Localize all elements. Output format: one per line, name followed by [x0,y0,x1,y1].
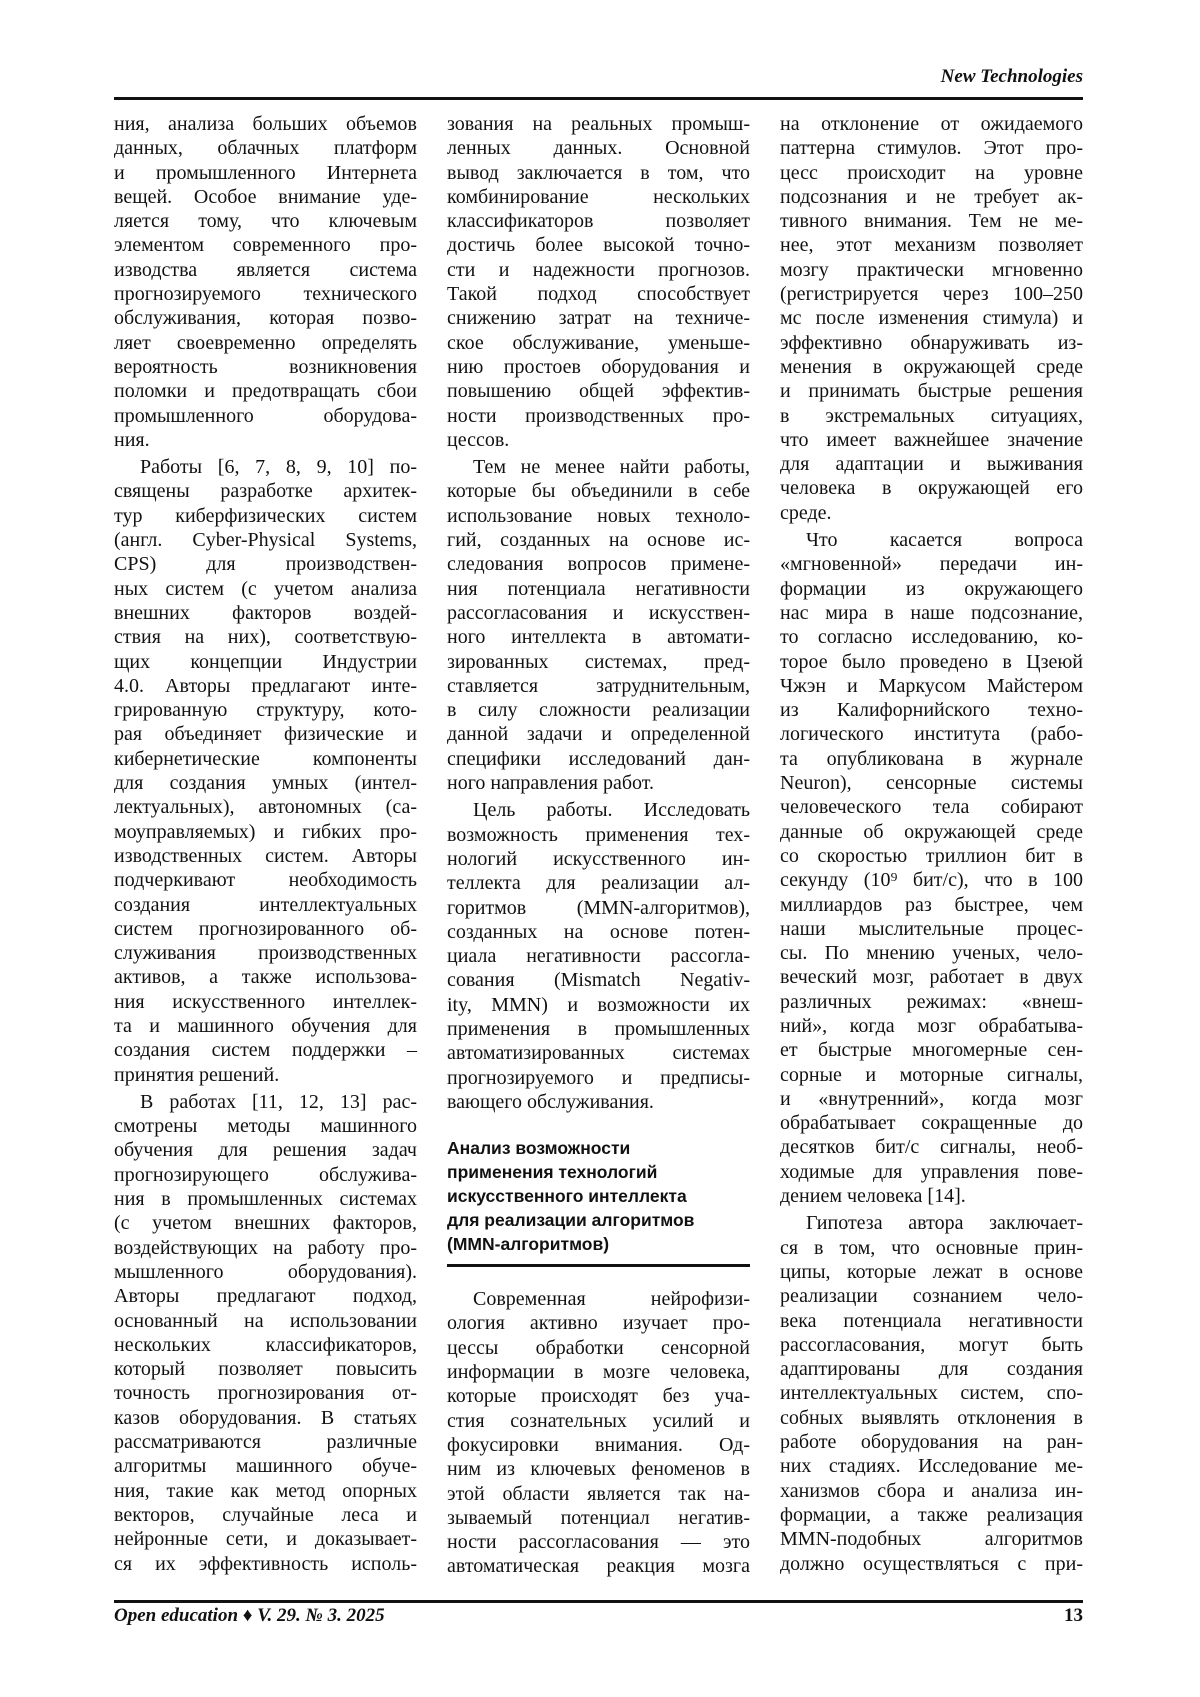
text-line: алгоритмы машинного обуче- [114,1454,417,1478]
text-line: обрабатывает сокращенные до [780,1111,1083,1135]
text-line: работе оборудования на ран- [780,1430,1083,1454]
text-line: века потенциала негативности [780,1309,1083,1333]
text-line: возможность применения тех- [447,823,750,847]
text-line: следования вопросов примене- [447,552,750,576]
text-line: Neuron), сенсорные системы [780,771,1083,795]
text-line: создания интеллектуальных [114,893,417,917]
text-line: цессы обработки сенсорной [447,1336,750,1360]
text-line: ности производственных про- [447,404,750,428]
text-line: ляет своевременно определять [114,331,417,355]
text-line: и принимать быстрые решения [780,379,1083,403]
text-line: подчеркивают необходимость [114,868,417,892]
text-line: сти и надежности прогнозов. [447,258,750,282]
text-line: основанный на использовании [114,1309,417,1333]
text-line: логического института (рабо- [780,722,1083,746]
heading-line: применения технологий [447,1160,750,1184]
text-line: принятия решений. [114,1063,417,1087]
text-line: ния. [114,428,417,452]
text-line: прогнозируемого технического [114,282,417,306]
text-line: которые бы объединили в себе [447,479,750,503]
text-line: мозгу практически мгновенно [780,258,1083,282]
text-line: ных систем (с учетом анализа [114,577,417,601]
text-line: изводственных систем. Авторы [114,844,417,868]
paragraph [114,455,417,1087]
text-line: гий, созданных на основе ис- [447,528,750,552]
text-line: достичь более высокой точно- [447,233,750,257]
text-line: лектуальных), автономных (са- [114,795,417,819]
text-line: человека в окружающей его [780,476,1083,500]
text-line: классификаторов позволяет [447,209,750,233]
paragraph [780,1211,1083,1575]
text-line: мышленного оборудования). [114,1260,417,1284]
journal-name: Open education [114,1605,238,1626]
paragraph [447,455,750,795]
text-line: них стадиях. Исследование ме- [780,1454,1083,1478]
text-line: теллекта для реализации ал- [447,871,750,895]
text-line: данные об окружающей среде [780,820,1083,844]
paragraph [780,112,1083,525]
text-line: воздействующих на работу про- [114,1236,417,1260]
text-line: ставляется затруднительным, [447,674,750,698]
footer-rule [114,1600,1083,1603]
text-line: ленных данных. Основной [447,136,750,160]
text-line: созданных на основе потен- [447,920,750,944]
paragraph [780,528,1083,1208]
text-line: менения в окружающей среде [780,355,1083,379]
text-line: обслуживания, которая позво- [114,306,417,330]
text-line: ет быстрые многомерные сен- [780,1038,1083,1062]
text-line: В работах [11, 12, 13] рас- [114,1090,417,1114]
text-line: нее, этот механизм позволяет [780,233,1083,257]
text-line: стия сознательных усилий и [447,1409,750,1433]
text-line: ним из ключевых феноменов в [447,1457,750,1481]
text-line: сы. По мнению ученых, чело- [780,941,1083,965]
text-line: в экстремальных ситуациях, [780,404,1083,428]
text-line: специфики исследований дан- [447,747,750,771]
text-line: изводства является система [114,258,417,282]
text-line: собных выявлять отклонения в [780,1406,1083,1430]
text-line: нескольких классификаторов, [114,1333,417,1357]
text-line: «мгновенной» передачи ин- [780,552,1083,576]
text-line: ся в том, что основные прин- [780,1236,1083,1260]
text-line: для создания умных (интел- [114,771,417,795]
text-line: зования на реальных промыш- [447,112,750,136]
text-line: сорные и моторные сигналы, [780,1063,1083,1087]
text-line: цессов. [447,428,750,452]
text-line: рассогласования, могут быть [780,1333,1083,1357]
text-line: векторов, случайные леса и [114,1503,417,1527]
text-line: и промышленного Интернета [114,161,417,185]
text-line: десятков бит/с сигналы, необ- [780,1135,1083,1159]
text-line: элементом современного про- [114,233,417,257]
text-line: Чжэн и Маркусом Майстером [780,674,1083,698]
text-line: ология активно изучает про- [447,1311,750,1335]
text-line: Работы [6, 7, 8, 9, 10] по- [114,455,417,479]
text-line: создания систем поддержки – [114,1038,417,1062]
text-line: MMN-подобных алгоритмов [780,1527,1083,1551]
page-number: 13 [1064,1605,1083,1627]
text-line: среде. [780,501,1083,525]
text-column-3 [780,112,1083,1579]
text-line: паттерна стимулов. Этот про- [780,136,1083,160]
text-line: снижению затрат на техниче- [447,306,750,330]
text-line: циала негативности рассогла- [447,944,750,968]
text-line: священы разработке архитек- [114,479,417,503]
diamond-separator-icon: ♦ [243,1605,253,1626]
heading-rule [447,1264,750,1267]
text-line: рая объединяет физические и [114,722,417,746]
text-line: этой области является так на- [447,1482,750,1506]
text-line: казов оборудования. В статьях [114,1406,417,1430]
heading-line: для реализации алгоритмов [447,1208,750,1232]
text-line: вающего обслуживания. [447,1090,750,1114]
text-line: Современная нейрофизи- [447,1287,750,1311]
text-line: данной задачи и определенной [447,722,750,746]
text-line: (регистрируется через 100–250 [780,282,1083,306]
text-line: который позволяет повысить [114,1357,417,1381]
text-line: ния, анализа больших объемов [114,112,417,136]
text-line: наши мыслительные процес- [780,917,1083,941]
text-line: прогнозируемого и предписы- [447,1066,750,1090]
journal-info [114,1605,385,1627]
issue-info: V. 29. № 3. 2025 [257,1605,384,1626]
text-line: торое было проведено в Цзеюй [780,650,1083,674]
heading-line: искусственного интеллекта [447,1184,750,1208]
paragraph [114,112,417,452]
text-line: тивного внимания. Тем не ме- [780,209,1083,233]
text-line: ния, такие как метод опорных [114,1479,417,1503]
text-line: вероятность возникновения [114,355,417,379]
text-line: ханизмов сбора и анализа ин- [780,1479,1083,1503]
text-line: реализации сознанием чело- [780,1284,1083,1308]
text-line: ного направления работ. [447,771,750,795]
text-line: цесс происходит на уровне [780,161,1083,185]
text-line: тур киберфизических систем [114,504,417,528]
text-line: ния потенциала негативности [447,577,750,601]
text-line: мс после изменения стимула) и [780,306,1083,330]
text-line: для адаптации и выживания [780,452,1083,476]
text-line: ходимые для управления пове- [780,1160,1083,1184]
heading-line: (MMN-алгоритмов) [447,1232,750,1256]
text-line: (с учетом внешних факторов, [114,1211,417,1235]
text-line: автоматическая реакция мозга [447,1554,750,1578]
text-line: систем прогнозированного об- [114,917,417,941]
text-line: комбинирование нескольких [447,185,750,209]
text-line: и «внутренний», когда мозг [780,1087,1083,1111]
text-line: эффективно обнаруживать из- [780,331,1083,355]
text-line: секунду (10⁹ бит/с), что в 100 [780,868,1083,892]
text-line: в силу сложности реализации [447,698,750,722]
text-line: вывод заключается в том, что [447,161,750,185]
text-line: промышленного оборудова- [114,404,417,428]
text-line: рассогласования и искусствен- [447,601,750,625]
paragraph [447,798,750,1114]
text-line: фокусировки внимания. Од- [447,1433,750,1457]
text-line: кибернетические компоненты [114,747,417,771]
text-column-1 [114,112,417,1579]
text-line: моуправляемых) и гибких про- [114,820,417,844]
text-line: подсознания и не требует ак- [780,185,1083,209]
text-line: формации, а также реализация [780,1503,1083,1527]
text-line: зываемый потенциал негатив- [447,1506,750,1530]
text-line: ного интеллекта в автомати- [447,625,750,649]
text-line: ляется тому, что ключевым [114,209,417,233]
text-line: смотрены методы машинного [114,1114,417,1138]
section-heading [447,1136,750,1267]
text-line: ния в промышленных системах [114,1187,417,1211]
text-line: Авторы предлагают подход, [114,1284,417,1308]
text-line: внешних факторов воздей- [114,601,417,625]
text-line: применения в промышленных [447,1017,750,1041]
text-line: ствия на них), соответствую- [114,625,417,649]
text-line: Тем не менее найти работы, [447,455,750,479]
text-line: веческий мозг, работает в двух [780,965,1083,989]
text-line: то согласно исследованию, ко- [780,625,1083,649]
paragraph [114,1090,417,1576]
header-rule [114,97,1083,100]
text-line: ний», когда мозг обрабатыва- [780,1014,1083,1038]
text-line: служивания производственных [114,941,417,965]
text-line: Что касается вопроса [780,528,1083,552]
text-line: повышению общей эффектив- [447,379,750,403]
heading-line: Анализ возможности [447,1136,750,1160]
text-line: сования (Mismatch Negativ- [447,968,750,992]
text-line: CPS) для производствен- [114,552,417,576]
text-line: данных, облачных платформ [114,136,417,160]
text-line: поломки и предотвращать сбои [114,379,417,403]
text-line: ity, MMN) и возможности их [447,993,750,1017]
text-line: адаптированы для создания [780,1357,1083,1381]
text-line: ское обслуживание, уменьше- [447,331,750,355]
running-title: New Technologies [941,66,1083,88]
text-line: информации в мозге человека, [447,1360,750,1384]
text-line: вещей. Особое внимание уде- [114,185,417,209]
text-line: зированных системах, пред- [447,650,750,674]
text-line: которые происходят без уча- [447,1384,750,1408]
text-line: ности рассогласования — это [447,1530,750,1554]
text-line: нейронные сети, и доказывает- [114,1527,417,1551]
text-line: дением человека [14]. [780,1184,1083,1208]
text-line: нологий искусственного ин- [447,847,750,871]
text-line: ния искусственного интеллек- [114,990,417,1014]
text-line: щих концепции Индустрии [114,650,417,674]
text-line: обучения для решения задач [114,1138,417,1162]
text-line: 4.0. Авторы предлагают инте- [114,674,417,698]
text-line: формации из окружающего [780,577,1083,601]
text-line: человеческого тела собирают [780,795,1083,819]
text-line: прогнозирующего обслужива- [114,1163,417,1187]
text-line: различных режимах: «внеш- [780,990,1083,1014]
text-line: Цель работы. Исследовать [447,798,750,822]
text-line: рассматриваются различные [114,1430,417,1454]
paragraph [447,1287,750,1579]
text-line: та опубликована в журнале [780,747,1083,771]
text-line: та и машинного обучения для [114,1014,417,1038]
text-line: горитмов (MMN-алгоритмов), [447,896,750,920]
text-line: со скоростью триллион бит в [780,844,1083,868]
text-line: миллиардов раз быстрее, чем [780,893,1083,917]
text-line: интеллектуальных систем, спо- [780,1381,1083,1405]
text-line: на отклонение от ожидаемого [780,112,1083,136]
text-line: точность прогнозирования от- [114,1381,417,1405]
text-line: грированную структуру, кото- [114,698,417,722]
text-line: нию простоев оборудования и [447,355,750,379]
text-line: Такой подход способствует [447,282,750,306]
text-line: должно осуществляться с при- [780,1552,1083,1576]
text-column-2 [447,112,750,1582]
text-line: активов, а также использова- [114,965,417,989]
text-line: ся их эффективность исполь- [114,1552,417,1576]
text-line: использование новых техноло- [447,504,750,528]
text-line: из Калифорнийского техно- [780,698,1083,722]
paragraph [447,112,750,452]
text-line: нас мира в наше подсознание, [780,601,1083,625]
text-line: (англ. Cyber-Physical Systems, [114,528,417,552]
text-line: автоматизированных системах [447,1041,750,1065]
text-line: Гипотеза автора заключает- [780,1211,1083,1235]
text-line: что имеет важнейшее значение [780,428,1083,452]
text-line: ципы, которые лежат в основе [780,1260,1083,1284]
